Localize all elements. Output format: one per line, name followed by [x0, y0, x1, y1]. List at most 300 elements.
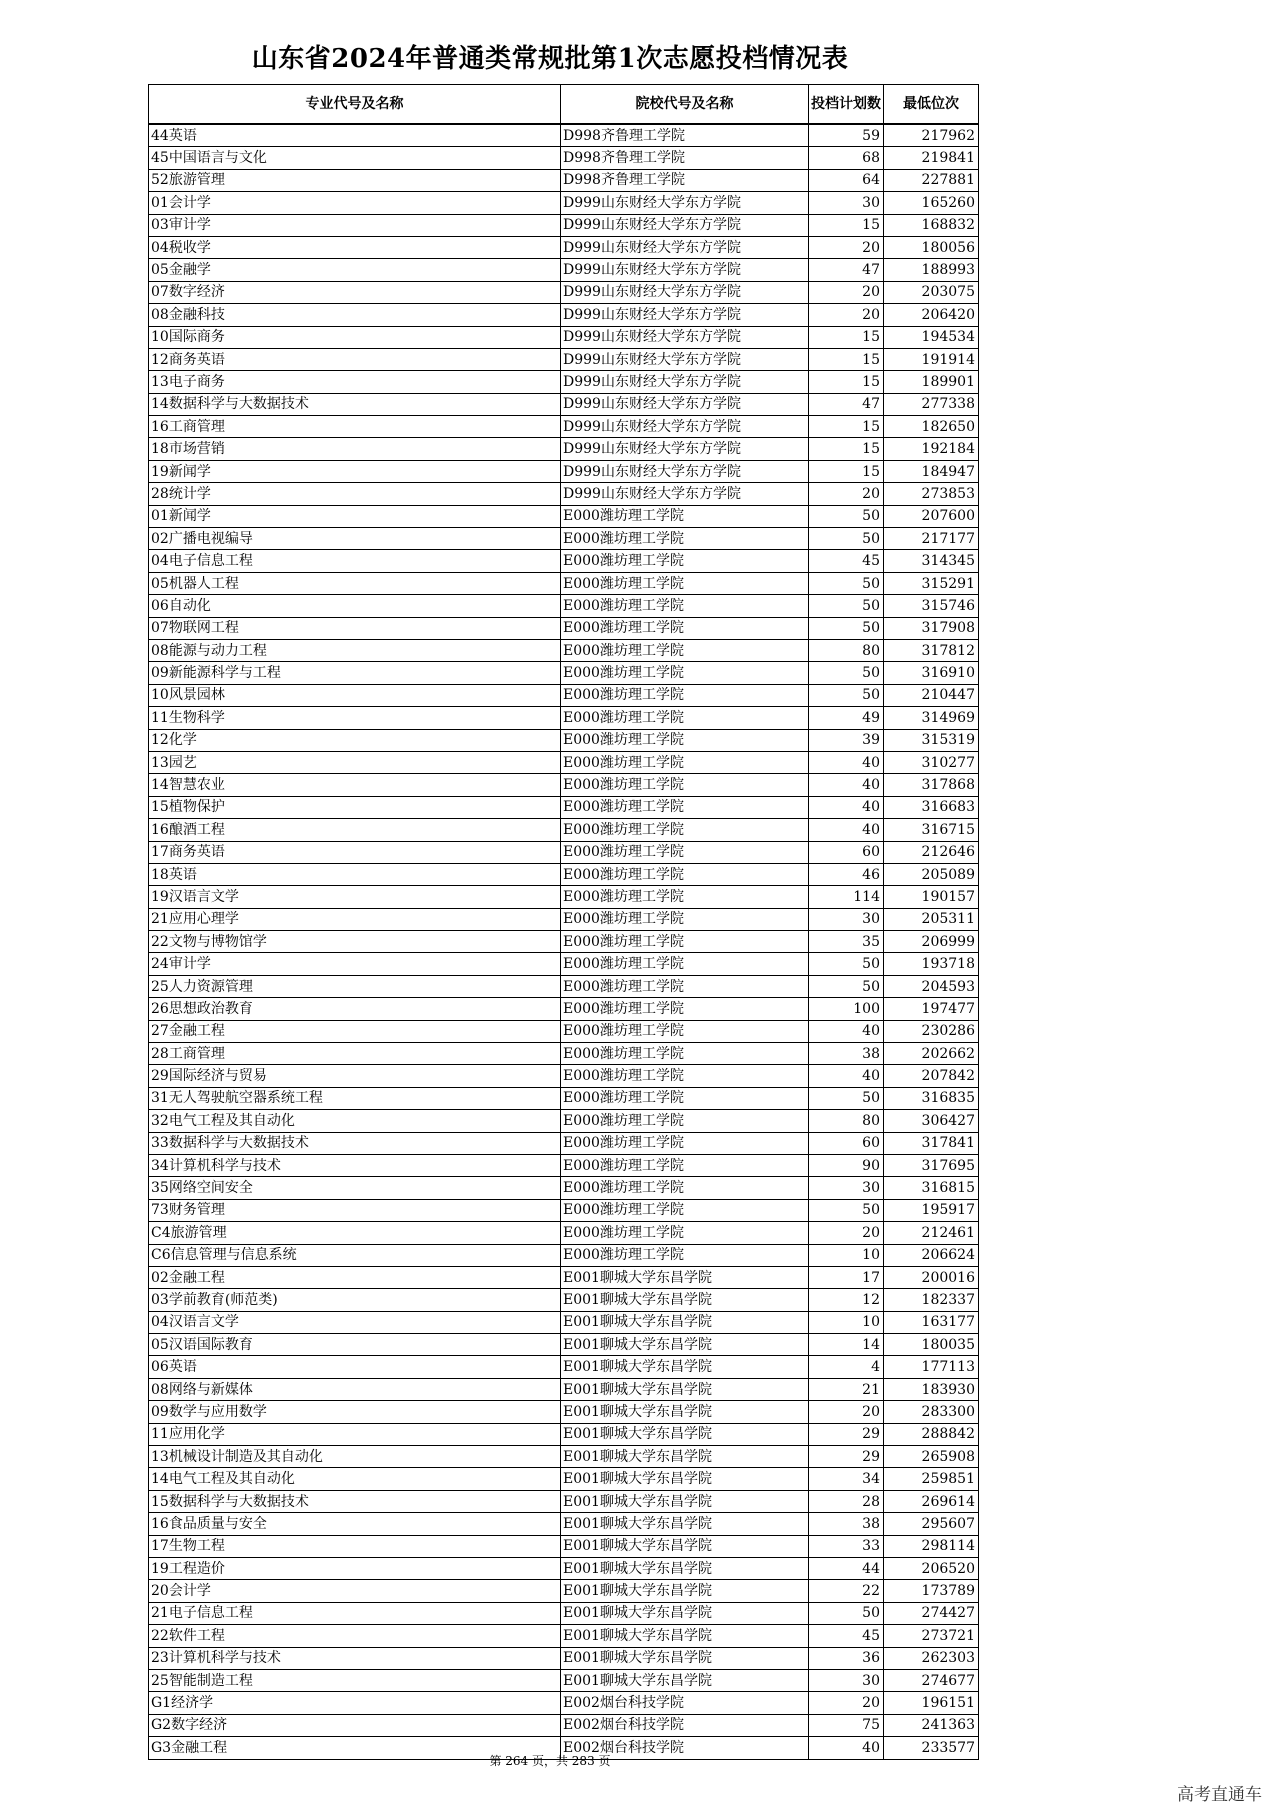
- min-rank-cell: 196151: [884, 1692, 979, 1714]
- plan-count-cell: 38: [809, 1043, 884, 1065]
- school-cell: E000潍坊理工学院: [561, 1132, 809, 1154]
- plan-count-cell: 59: [809, 124, 884, 147]
- table-row: [149, 1043, 979, 1065]
- min-rank-cell: 317812: [884, 639, 979, 661]
- table-row: [149, 304, 979, 326]
- school-cell: E001聊城大学东昌学院: [561, 1378, 809, 1400]
- min-rank-cell: 200016: [884, 1266, 979, 1288]
- table-body: [149, 124, 979, 1759]
- min-rank-cell: 316835: [884, 1087, 979, 1109]
- school-cell: E001聊城大学东昌学院: [561, 1401, 809, 1423]
- major-cell: 06英语: [149, 1356, 561, 1378]
- school-cell: E000潍坊理工学院: [561, 774, 809, 796]
- table-row: [149, 819, 979, 841]
- plan-count-cell: 50: [809, 975, 884, 997]
- min-rank-cell: 173789: [884, 1580, 979, 1602]
- plan-count-cell: 80: [809, 1110, 884, 1132]
- min-rank-cell: 277338: [884, 393, 979, 415]
- min-rank-cell: 183930: [884, 1378, 979, 1400]
- table-row: [149, 774, 979, 796]
- school-cell: E001聊城大学东昌学院: [561, 1311, 809, 1333]
- min-rank-cell: 241363: [884, 1714, 979, 1736]
- admission-table: [148, 84, 979, 1760]
- table-row: [149, 259, 979, 281]
- table-row: [149, 169, 979, 191]
- school-cell: E000潍坊理工学院: [561, 1110, 809, 1132]
- major-cell: 06自动化: [149, 595, 561, 617]
- page-title: 山东省2024年普通类常规批第1次志愿投档情况表: [251, 44, 849, 74]
- table-row: [149, 1020, 979, 1042]
- school-cell: D998齐鲁理工学院: [561, 169, 809, 191]
- school-cell: E001聊城大学东昌学院: [561, 1334, 809, 1356]
- school-cell: E002烟台科技学院: [561, 1714, 809, 1736]
- plan-count-cell: 47: [809, 393, 884, 415]
- plan-count-cell: 49: [809, 707, 884, 729]
- header-min-rank: 最低位次: [884, 85, 979, 125]
- min-rank-cell: 205311: [884, 908, 979, 930]
- plan-count-cell: 12: [809, 1289, 884, 1311]
- min-rank-cell: 283300: [884, 1401, 979, 1423]
- plan-count-cell: 20: [809, 304, 884, 326]
- school-cell: E001聊城大学东昌学院: [561, 1356, 809, 1378]
- school-cell: D999山东财经大学东方学院: [561, 393, 809, 415]
- major-cell: 14数据科学与大数据技术: [149, 393, 561, 415]
- school-cell: D999山东财经大学东方学院: [561, 438, 809, 460]
- school-cell: E000潍坊理工学院: [561, 505, 809, 527]
- school-cell: E000潍坊理工学院: [561, 953, 809, 975]
- table-row: [149, 1244, 979, 1266]
- plan-count-cell: 50: [809, 1602, 884, 1624]
- plan-count-cell: 28: [809, 1490, 884, 1512]
- min-rank-cell: 212646: [884, 841, 979, 863]
- school-cell: E000潍坊理工学院: [561, 1199, 809, 1221]
- min-rank-cell: 206999: [884, 931, 979, 953]
- school-cell: E001聊城大学东昌学院: [561, 1669, 809, 1691]
- major-cell: G2数字经济: [149, 1714, 561, 1736]
- min-rank-cell: 273721: [884, 1625, 979, 1647]
- table-row: [149, 147, 979, 169]
- table-row: [149, 460, 979, 482]
- min-rank-cell: 180056: [884, 236, 979, 258]
- major-cell: 25人力资源管理: [149, 975, 561, 997]
- min-rank-cell: 316910: [884, 662, 979, 684]
- major-cell: 07数字经济: [149, 281, 561, 303]
- school-cell: E002烟台科技学院: [561, 1737, 809, 1759]
- major-cell: 16工商管理: [149, 416, 561, 438]
- min-rank-cell: 165260: [884, 192, 979, 214]
- plan-count-cell: 38: [809, 1513, 884, 1535]
- major-cell: 08能源与动力工程: [149, 639, 561, 661]
- watermark: 高考直通车: [1177, 1785, 1262, 1805]
- major-cell: 28统计学: [149, 483, 561, 505]
- min-rank-cell: 262303: [884, 1647, 979, 1669]
- school-cell: D999山东财经大学东方学院: [561, 416, 809, 438]
- school-cell: E001聊城大学东昌学院: [561, 1625, 809, 1647]
- major-cell: 10风景园林: [149, 684, 561, 706]
- major-cell: 33数据科学与大数据技术: [149, 1132, 561, 1154]
- school-cell: E000潍坊理工学院: [561, 886, 809, 908]
- table-row: [149, 662, 979, 684]
- major-cell: 29国际经济与贸易: [149, 1065, 561, 1087]
- min-rank-cell: 230286: [884, 1020, 979, 1042]
- table-row: [149, 1222, 979, 1244]
- major-cell: 08网络与新媒体: [149, 1378, 561, 1400]
- plan-count-cell: 46: [809, 863, 884, 885]
- table-row: [149, 1177, 979, 1199]
- table-row: [149, 214, 979, 236]
- school-cell: E001聊城大学东昌学院: [561, 1468, 809, 1490]
- major-cell: 27金融工程: [149, 1020, 561, 1042]
- min-rank-cell: 192184: [884, 438, 979, 460]
- min-rank-cell: 265908: [884, 1446, 979, 1468]
- school-cell: D999山东财经大学东方学院: [561, 281, 809, 303]
- min-rank-cell: 207842: [884, 1065, 979, 1087]
- table-row: [149, 707, 979, 729]
- table-row: [149, 416, 979, 438]
- plan-count-cell: 21: [809, 1378, 884, 1400]
- min-rank-cell: 217177: [884, 528, 979, 550]
- table-row: [149, 438, 979, 460]
- table-row: [149, 124, 979, 147]
- min-rank-cell: 163177: [884, 1311, 979, 1333]
- plan-count-cell: 50: [809, 617, 884, 639]
- major-cell: 22文物与博物馆学: [149, 931, 561, 953]
- header-major: 专业代号及名称: [149, 85, 561, 125]
- major-cell: C4旅游管理: [149, 1222, 561, 1244]
- major-cell: 09数学与应用数学: [149, 1401, 561, 1423]
- school-cell: E000潍坊理工学院: [561, 975, 809, 997]
- school-cell: E000潍坊理工学院: [561, 662, 809, 684]
- plan-count-cell: 50: [809, 528, 884, 550]
- school-cell: E001聊城大学东昌学院: [561, 1423, 809, 1445]
- school-cell: E000潍坊理工学院: [561, 684, 809, 706]
- table-row: [149, 1266, 979, 1288]
- table-row: [149, 1647, 979, 1669]
- plan-count-cell: 44: [809, 1558, 884, 1580]
- min-rank-cell: 315746: [884, 595, 979, 617]
- plan-count-cell: 40: [809, 1065, 884, 1087]
- school-cell: E001聊城大学东昌学院: [561, 1647, 809, 1669]
- school-cell: D999山东财经大学东方学院: [561, 460, 809, 482]
- school-cell: E001聊城大学东昌学院: [561, 1446, 809, 1468]
- table-row: [149, 1334, 979, 1356]
- school-cell: E000潍坊理工学院: [561, 617, 809, 639]
- school-cell: E000潍坊理工学院: [561, 751, 809, 773]
- school-cell: E000潍坊理工学院: [561, 1154, 809, 1176]
- school-cell: E001聊城大学东昌学院: [561, 1580, 809, 1602]
- school-cell: D999山东财经大学东方学院: [561, 192, 809, 214]
- min-rank-cell: 288842: [884, 1423, 979, 1445]
- major-cell: 12商务英语: [149, 348, 561, 370]
- table-row: [149, 1558, 979, 1580]
- min-rank-cell: 269614: [884, 1490, 979, 1512]
- plan-count-cell: 50: [809, 572, 884, 594]
- major-cell: 01会计学: [149, 192, 561, 214]
- school-cell: E000潍坊理工学院: [561, 729, 809, 751]
- min-rank-cell: 317695: [884, 1154, 979, 1176]
- table-row: [149, 886, 979, 908]
- major-cell: G3金融工程: [149, 1737, 561, 1759]
- plan-count-cell: 114: [809, 886, 884, 908]
- major-cell: 21应用心理学: [149, 908, 561, 930]
- table-row: [149, 908, 979, 930]
- min-rank-cell: 203075: [884, 281, 979, 303]
- major-cell: 04税收学: [149, 236, 561, 258]
- school-cell: E001聊城大学东昌学院: [561, 1490, 809, 1512]
- min-rank-cell: 315319: [884, 729, 979, 751]
- min-rank-cell: 210447: [884, 684, 979, 706]
- table-row: [149, 1199, 979, 1221]
- plan-count-cell: 75: [809, 1714, 884, 1736]
- min-rank-cell: 202662: [884, 1043, 979, 1065]
- plan-count-cell: 40: [809, 751, 884, 773]
- min-rank-cell: 182337: [884, 1289, 979, 1311]
- table-row: [149, 729, 979, 751]
- plan-count-cell: 35: [809, 931, 884, 953]
- table-row: [149, 505, 979, 527]
- table-row: [149, 393, 979, 415]
- min-rank-cell: 191914: [884, 348, 979, 370]
- table-row: [149, 281, 979, 303]
- table-row: [149, 1311, 979, 1333]
- min-rank-cell: 274677: [884, 1669, 979, 1691]
- min-rank-cell: 217962: [884, 124, 979, 147]
- plan-count-cell: 50: [809, 684, 884, 706]
- table-row: [149, 1132, 979, 1154]
- plan-count-cell: 15: [809, 438, 884, 460]
- table-row: [149, 1535, 979, 1557]
- min-rank-cell: 314345: [884, 550, 979, 572]
- table-row: [149, 1625, 979, 1647]
- major-cell: 16酿酒工程: [149, 819, 561, 841]
- plan-count-cell: 36: [809, 1647, 884, 1669]
- school-cell: E001聊城大学东昌学院: [561, 1289, 809, 1311]
- plan-count-cell: 29: [809, 1446, 884, 1468]
- plan-count-cell: 40: [809, 1020, 884, 1042]
- min-rank-cell: 168832: [884, 214, 979, 236]
- min-rank-cell: 206520: [884, 1558, 979, 1580]
- min-rank-cell: 219841: [884, 147, 979, 169]
- school-cell: E000潍坊理工学院: [561, 707, 809, 729]
- table-row: [149, 1356, 979, 1378]
- min-rank-cell: 207600: [884, 505, 979, 527]
- min-rank-cell: 188993: [884, 259, 979, 281]
- plan-count-cell: 30: [809, 192, 884, 214]
- major-cell: 07物联网工程: [149, 617, 561, 639]
- min-rank-cell: 197477: [884, 998, 979, 1020]
- table-row: [149, 1513, 979, 1535]
- min-rank-cell: 233577: [884, 1737, 979, 1759]
- table-row: [149, 975, 979, 997]
- min-rank-cell: 227881: [884, 169, 979, 191]
- table-row: [149, 550, 979, 572]
- plan-count-cell: 15: [809, 348, 884, 370]
- table-row: [149, 617, 979, 639]
- table-row: [149, 841, 979, 863]
- plan-count-cell: 30: [809, 1669, 884, 1691]
- plan-count-cell: 45: [809, 550, 884, 572]
- major-cell: 14智慧农业: [149, 774, 561, 796]
- major-cell: 31无人驾驶航空器系统工程: [149, 1087, 561, 1109]
- major-cell: 20会计学: [149, 1580, 561, 1602]
- min-rank-cell: 212461: [884, 1222, 979, 1244]
- table-row: [149, 1087, 979, 1109]
- table-row: [149, 1602, 979, 1624]
- min-rank-cell: 195917: [884, 1199, 979, 1221]
- plan-count-cell: 20: [809, 1222, 884, 1244]
- major-cell: 16食品质量与安全: [149, 1513, 561, 1535]
- table-row: [149, 595, 979, 617]
- plan-count-cell: 30: [809, 1177, 884, 1199]
- plan-count-cell: 40: [809, 796, 884, 818]
- major-cell: 73财务管理: [149, 1199, 561, 1221]
- major-cell: 02广播电视编导: [149, 528, 561, 550]
- major-cell: C6信息管理与信息系统: [149, 1244, 561, 1266]
- school-cell: E000潍坊理工学院: [561, 1177, 809, 1199]
- school-cell: E000潍坊理工学院: [561, 796, 809, 818]
- table-row: [149, 1446, 979, 1468]
- plan-count-cell: 60: [809, 841, 884, 863]
- major-cell: 13电子商务: [149, 371, 561, 393]
- min-rank-cell: 182650: [884, 416, 979, 438]
- min-rank-cell: 205089: [884, 863, 979, 885]
- min-rank-cell: 259851: [884, 1468, 979, 1490]
- plan-count-cell: 64: [809, 169, 884, 191]
- table-row: [149, 639, 979, 661]
- header-school: 院校代号及名称: [561, 85, 809, 125]
- major-cell: 11应用化学: [149, 1423, 561, 1445]
- plan-count-cell: 45: [809, 1625, 884, 1647]
- major-cell: 28工商管理: [149, 1043, 561, 1065]
- plan-count-cell: 50: [809, 505, 884, 527]
- min-rank-cell: 194534: [884, 326, 979, 348]
- page-footer: 第 264 页，共 283 页: [489, 1754, 611, 1768]
- major-cell: 19汉语言文学: [149, 886, 561, 908]
- table-row: [149, 1714, 979, 1736]
- major-cell: G1经济学: [149, 1692, 561, 1714]
- major-cell: 10国际商务: [149, 326, 561, 348]
- major-cell: 08金融科技: [149, 304, 561, 326]
- school-cell: D999山东财经大学东方学院: [561, 304, 809, 326]
- plan-count-cell: 33: [809, 1535, 884, 1557]
- major-cell: 09新能源科学与工程: [149, 662, 561, 684]
- table-row: [149, 1580, 979, 1602]
- plan-count-cell: 50: [809, 1087, 884, 1109]
- school-cell: D999山东财经大学东方学院: [561, 348, 809, 370]
- major-cell: 18英语: [149, 863, 561, 885]
- plan-count-cell: 40: [809, 774, 884, 796]
- major-cell: 15数据科学与大数据技术: [149, 1490, 561, 1512]
- school-cell: E000潍坊理工学院: [561, 550, 809, 572]
- school-cell: E000潍坊理工学院: [561, 639, 809, 661]
- school-cell: E001聊城大学东昌学院: [561, 1602, 809, 1624]
- min-rank-cell: 295607: [884, 1513, 979, 1535]
- school-cell: D999山东财经大学东方学院: [561, 371, 809, 393]
- min-rank-cell: 310277: [884, 751, 979, 773]
- plan-count-cell: 15: [809, 371, 884, 393]
- school-cell: E000潍坊理工学院: [561, 998, 809, 1020]
- min-rank-cell: 206420: [884, 304, 979, 326]
- major-cell: 02金融工程: [149, 1266, 561, 1288]
- major-cell: 17商务英语: [149, 841, 561, 863]
- plan-count-cell: 15: [809, 460, 884, 482]
- table-row: [149, 1065, 979, 1087]
- major-cell: 26思想政治教育: [149, 998, 561, 1020]
- school-cell: E000潍坊理工学院: [561, 1244, 809, 1266]
- plan-count-cell: 50: [809, 662, 884, 684]
- school-cell: E000潍坊理工学院: [561, 841, 809, 863]
- school-cell: E000潍坊理工学院: [561, 1065, 809, 1087]
- plan-count-cell: 100: [809, 998, 884, 1020]
- table-row: [149, 1692, 979, 1714]
- table-row: [149, 1154, 979, 1176]
- major-cell: 52旅游管理: [149, 169, 561, 191]
- plan-count-cell: 20: [809, 483, 884, 505]
- major-cell: 05汉语国际教育: [149, 1334, 561, 1356]
- min-rank-cell: 316683: [884, 796, 979, 818]
- plan-count-cell: 20: [809, 281, 884, 303]
- major-cell: 04汉语言文学: [149, 1311, 561, 1333]
- school-cell: E000潍坊理工学院: [561, 1087, 809, 1109]
- major-cell: 03学前教育(师范类): [149, 1289, 561, 1311]
- major-cell: 14电气工程及其自动化: [149, 1468, 561, 1490]
- min-rank-cell: 306427: [884, 1110, 979, 1132]
- plan-count-cell: 40: [809, 819, 884, 841]
- plan-count-cell: 50: [809, 1199, 884, 1221]
- school-cell: E000潍坊理工学院: [561, 1020, 809, 1042]
- min-rank-cell: 177113: [884, 1356, 979, 1378]
- school-cell: D999山东财经大学东方学院: [561, 214, 809, 236]
- major-cell: 25智能制造工程: [149, 1669, 561, 1691]
- major-cell: 35网络空间安全: [149, 1177, 561, 1199]
- plan-count-cell: 15: [809, 214, 884, 236]
- plan-count-cell: 29: [809, 1423, 884, 1445]
- table-row: [149, 572, 979, 594]
- major-cell: 19新闻学: [149, 460, 561, 482]
- school-cell: E000潍坊理工学院: [561, 819, 809, 841]
- table-row: [149, 1110, 979, 1132]
- plan-count-cell: 15: [809, 416, 884, 438]
- major-cell: 13机械设计制造及其自动化: [149, 1446, 561, 1468]
- min-rank-cell: 315291: [884, 572, 979, 594]
- school-cell: E001聊城大学东昌学院: [561, 1266, 809, 1288]
- plan-count-cell: 50: [809, 595, 884, 617]
- min-rank-cell: 317908: [884, 617, 979, 639]
- table-row: [149, 236, 979, 258]
- table-row: [149, 751, 979, 773]
- major-cell: 21电子信息工程: [149, 1602, 561, 1624]
- table-row: [149, 953, 979, 975]
- table-row: [149, 684, 979, 706]
- school-cell: E002烟台科技学院: [561, 1692, 809, 1714]
- plan-count-cell: 20: [809, 236, 884, 258]
- plan-count-cell: 80: [809, 639, 884, 661]
- major-cell: 34计算机科学与技术: [149, 1154, 561, 1176]
- table-row: [149, 1378, 979, 1400]
- plan-count-cell: 22: [809, 1580, 884, 1602]
- school-cell: D999山东财经大学东方学院: [561, 483, 809, 505]
- major-cell: 45中国语言与文化: [149, 147, 561, 169]
- plan-count-cell: 20: [809, 1692, 884, 1714]
- major-cell: 44英语: [149, 124, 561, 147]
- min-rank-cell: 190157: [884, 886, 979, 908]
- major-cell: 15植物保护: [149, 796, 561, 818]
- plan-count-cell: 14: [809, 1334, 884, 1356]
- school-cell: D999山东财经大学东方学院: [561, 236, 809, 258]
- table-row: [149, 1490, 979, 1512]
- plan-count-cell: 50: [809, 953, 884, 975]
- min-rank-cell: 298114: [884, 1535, 979, 1557]
